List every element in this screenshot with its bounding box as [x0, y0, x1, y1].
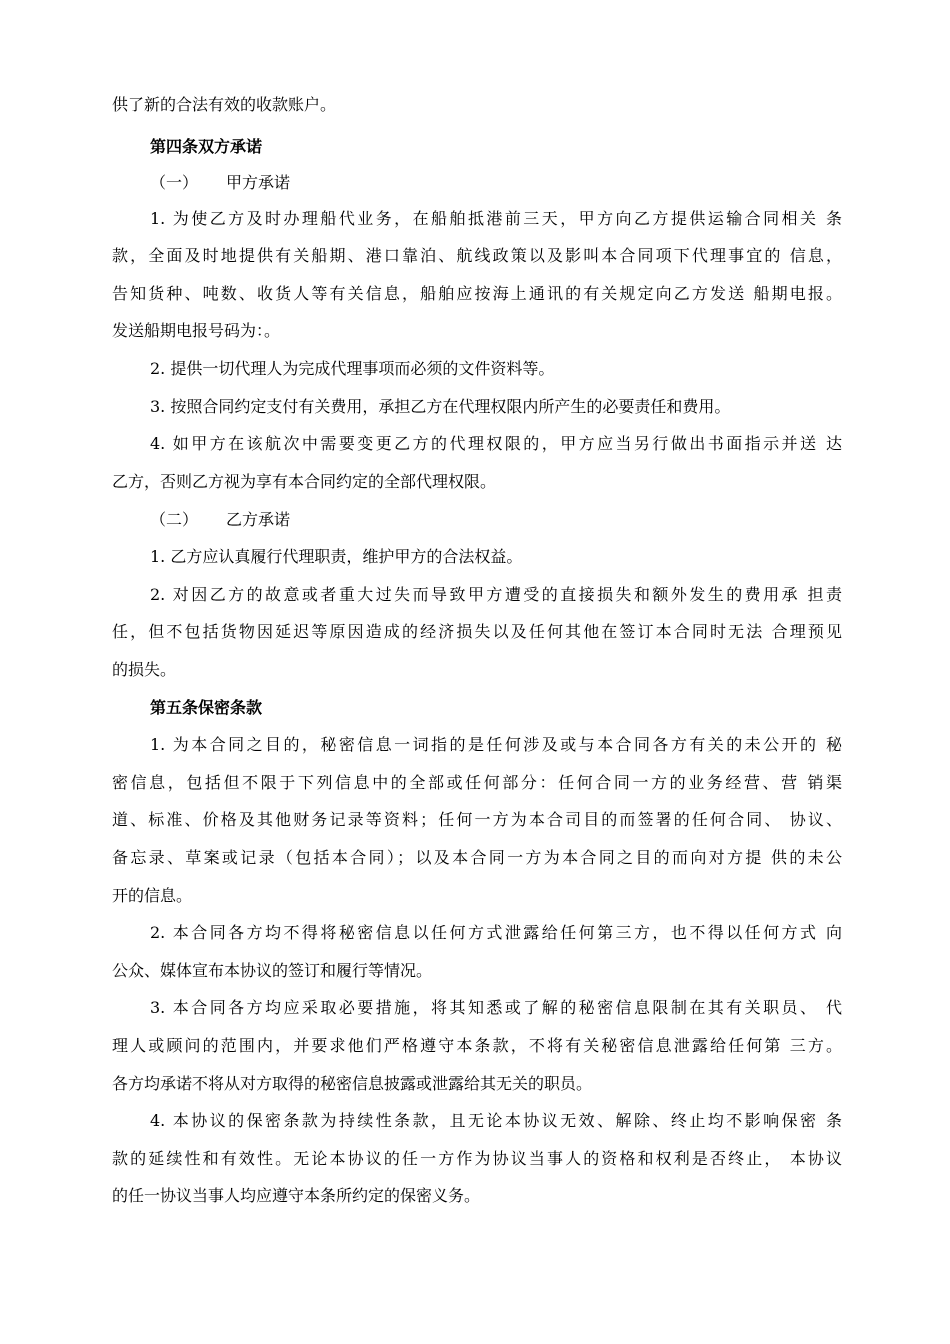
section-number: （二） — [150, 510, 199, 529]
text-line: 1. 为本合同之目的，秘密信息一词指的是任何涉及或与本合同各方有关的未公开的 秘 — [150, 735, 842, 754]
section-party-b-heading — [150, 510, 290, 530]
text-line: 公众、媒体宣布本协议的签订和履行等情况。 — [112, 961, 433, 980]
section-title: 甲方承诺 — [226, 173, 291, 192]
section-party-a-heading — [150, 173, 290, 193]
text-line: 3. 本合同各方均应采取必要措施，将其知悉或了解的秘密信息限制在其有关职员、 代 — [150, 998, 842, 1017]
text-line: 各方均承诺不将从对方取得的秘密信息披露或泄露给其无关的职员。 — [112, 1074, 593, 1093]
text-line: 4. 本协议的保密条款为持续性条款，且无论本协议无效、解除、终止均不影响保密 条 — [150, 1111, 842, 1130]
text-line: 款，全面及时地提供有关船期、港口靠泊、航线政策以及影叫本合同项下代理事宜的 信息， — [112, 246, 842, 265]
text-line: 4. 如甲方在该航次中需要变更乙方的代理权限的，甲方应当另行做出书面指示并送 达 — [150, 434, 842, 453]
text-line: 的任一协议当事人均应遵守本条所约定的保密义务。 — [112, 1186, 481, 1205]
text-line: 任，但不包括货物因延迟等原因造成的经济损失以及任何其他在签订本合同时无法 合理预见 — [112, 622, 842, 641]
section-number: （一） — [150, 173, 199, 192]
article-4-heading: 第四条双方承诺 — [150, 137, 263, 156]
text-line: 的损失。 — [112, 660, 177, 679]
text-line: 开的信息。 — [112, 886, 193, 905]
text-line: 2. 对因乙方的故意或者重大过失而导致甲方遭受的直接损失和额外发生的费用承 担责 — [150, 585, 842, 604]
text-line: 发送船期电报号码为：。 — [112, 321, 281, 340]
text-line: 理人或顾问的范围内，并要求他们严格遵守本条款，不将有关秘密信息泄露给任何第 三方。 — [112, 1036, 842, 1055]
text-line: 密信息，包括但不限于下列信息中的全部或任何部分：任何合同一方的业务经营、营 销渠 — [112, 773, 842, 792]
text-line: 供了新的合法有效的收款账户。 — [112, 95, 337, 114]
text-line: 1. 乙方应认真履行代理职责，维护甲方的合法权益。 — [150, 547, 523, 566]
text-line: 1. 为使乙方及时办理船代业务，在船舶抵港前三天，甲方向乙方提供运输合同相关 条 — [150, 209, 842, 228]
text-line: 款的延续性和有效性。无论本协议的任一方作为协议当事人的资格和权利是否终止， 本协议 — [112, 1149, 842, 1168]
text-line: 2. 本合同各方均不得将秘密信息以任何方式泄露给任何第三方，也不得以任何方式 向 — [150, 923, 842, 942]
text-line: 2. 提供一切代理人为完成代理事项而必须的文件资料等。 — [150, 359, 555, 378]
text-line: 乙方，否则乙方视为享有本合同约定的全部代理权限。 — [112, 472, 497, 491]
text-line: 3. 按照合同约定支付有关费用，承担乙方在代理权限内所产生的必要责任和费用。 — [150, 397, 731, 416]
text-line: 道、标准、价格及其他财务记录等资料；任何一方为本合司目的而签署的任何合同、 协议、 — [112, 810, 842, 829]
text-line: 告知货种、吨数、收货人等有关信息，船舶应按海上通讯的有关规定向乙方发送 船期电报。 — [112, 284, 842, 303]
text-line: 备忘录、草案或记录（包括本合同）；以及本合同一方为本合同之目的而向对方提 供的未公 — [112, 848, 842, 867]
article-5-heading: 第五条保密条款 — [150, 698, 263, 717]
section-title: 乙方承诺 — [226, 510, 291, 529]
